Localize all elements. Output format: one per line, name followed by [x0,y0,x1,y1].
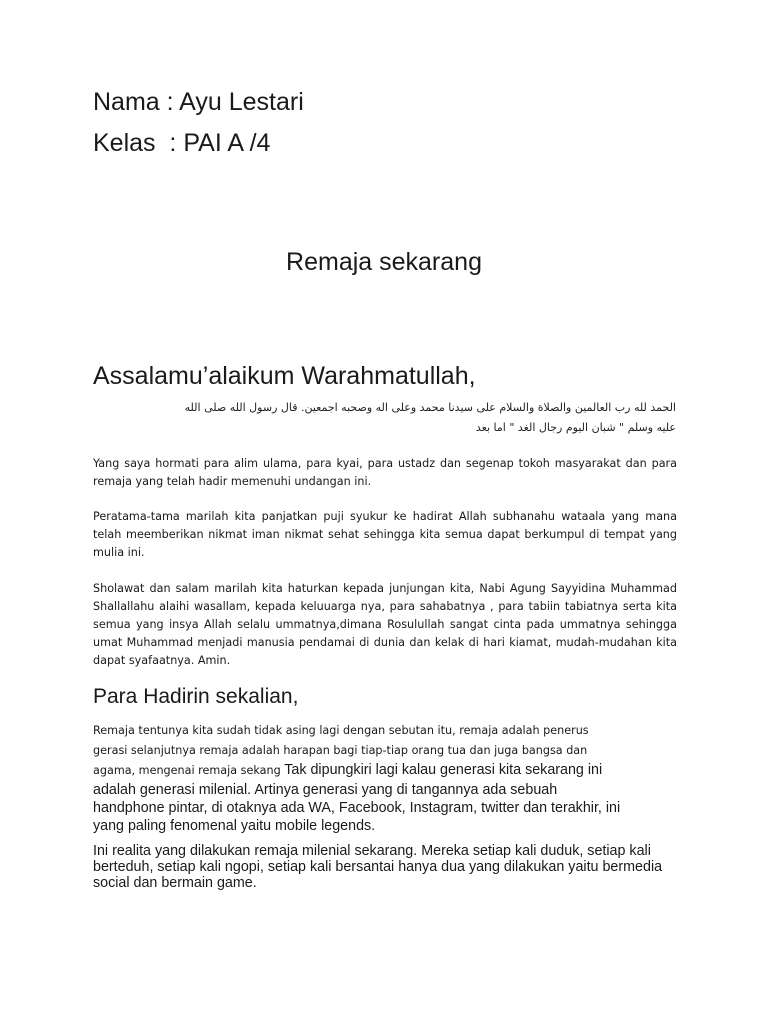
paragraph-line: Remaja tentunya kita sudah tidak asing lagi dengan sebutan itu, remaja adalah penerus [93,724,589,737]
paragraph-line: handphone pintar, di otaknya ada WA, Facebook, Instagram, twitter dan terakhir, ini [93,800,621,816]
arabic-opening-line-1: الحمد لله رب العالمين والصلاة والسلام على سيدنا محمد وعلى اله وصحبه اجمعين. قال رسول الله صلى الله [184,401,676,414]
paragraph-line: yang paling fenomenal yaitu mobile legends. [93,818,376,834]
paragraph-line: adalah generasi milenial. Artinya generasi yang di tangannya ada sebuah [93,782,558,798]
opening-greeting: Assalamu’alaikum Warahmatullah, [93,362,476,390]
paragraph-realita: Ini realita yang dilakukan remaja milenial sekarang. Mereka setiap kali duduk, setiap kali berteduh, setiap kali ngopi, setiap kali bersantai hanya dua yang dilakukan yaitu bermedia social dan bermain game. [93,843,663,891]
paragraph-line-mixed [93,761,683,781]
paragraph-line: gerasi selanjutnya remaja adalah harapan bagi tiap-tiap orang tua dan juga bangsa dan [93,744,588,757]
paragraph-remaja [93,721,683,835]
paragraph-respects: Yang saya hormati para alim ulama, para kyai, para ustadz dan segenap tokoh masyarakat dan para remaja yang telah hadir memenuhi undangan ini. [93,457,677,488]
student-name: Nama : Ayu Lestari [93,88,304,116]
paragraph-sholawat: Sholawat dan salam marilah kita haturkan kepada junjungan kita, Nabi Agung Sayyidina Muhammad Shallallahu alaihi wasallam, kepada keluuarga nya, para sahabatnya , para tabiin tabiatnya serta kita semua yang insya Allah selalu ummatnya,dimana Rosulullah sangat cinta pada ummatnya sehingga umat Muhammad menjadi manusia pendamai di dunia dan kelak di hari kiamat, mudah-mudahan kita dapat syafaatnya. Amin. [93,582,677,667]
document-title: Remaja sekarang [286,248,482,276]
section-heading: Para Hadirin sekalian, [93,685,299,708]
student-class: Kelas : PAI A /4 [93,129,271,157]
paragraph-gratitude: Peratama-tama marilah kita panjatkan puji syukur ke hadirat Allah subhanahu wataala yang mana telah meemberikan nikmat iman nikmat sehat sehingga kita semua dapat berkumpul di tempat yang mulia ini. [93,510,677,559]
arabic-opening-line-2: عليه وسلم " شبان اليوم رجال الغد " اما بعد [475,421,676,434]
paragraph-fragment: Tak dipungkiri lagi kalau generasi kita sekarang ini [284,762,603,778]
paragraph-fragment: agama, mengenai remaja sekang [93,764,285,777]
